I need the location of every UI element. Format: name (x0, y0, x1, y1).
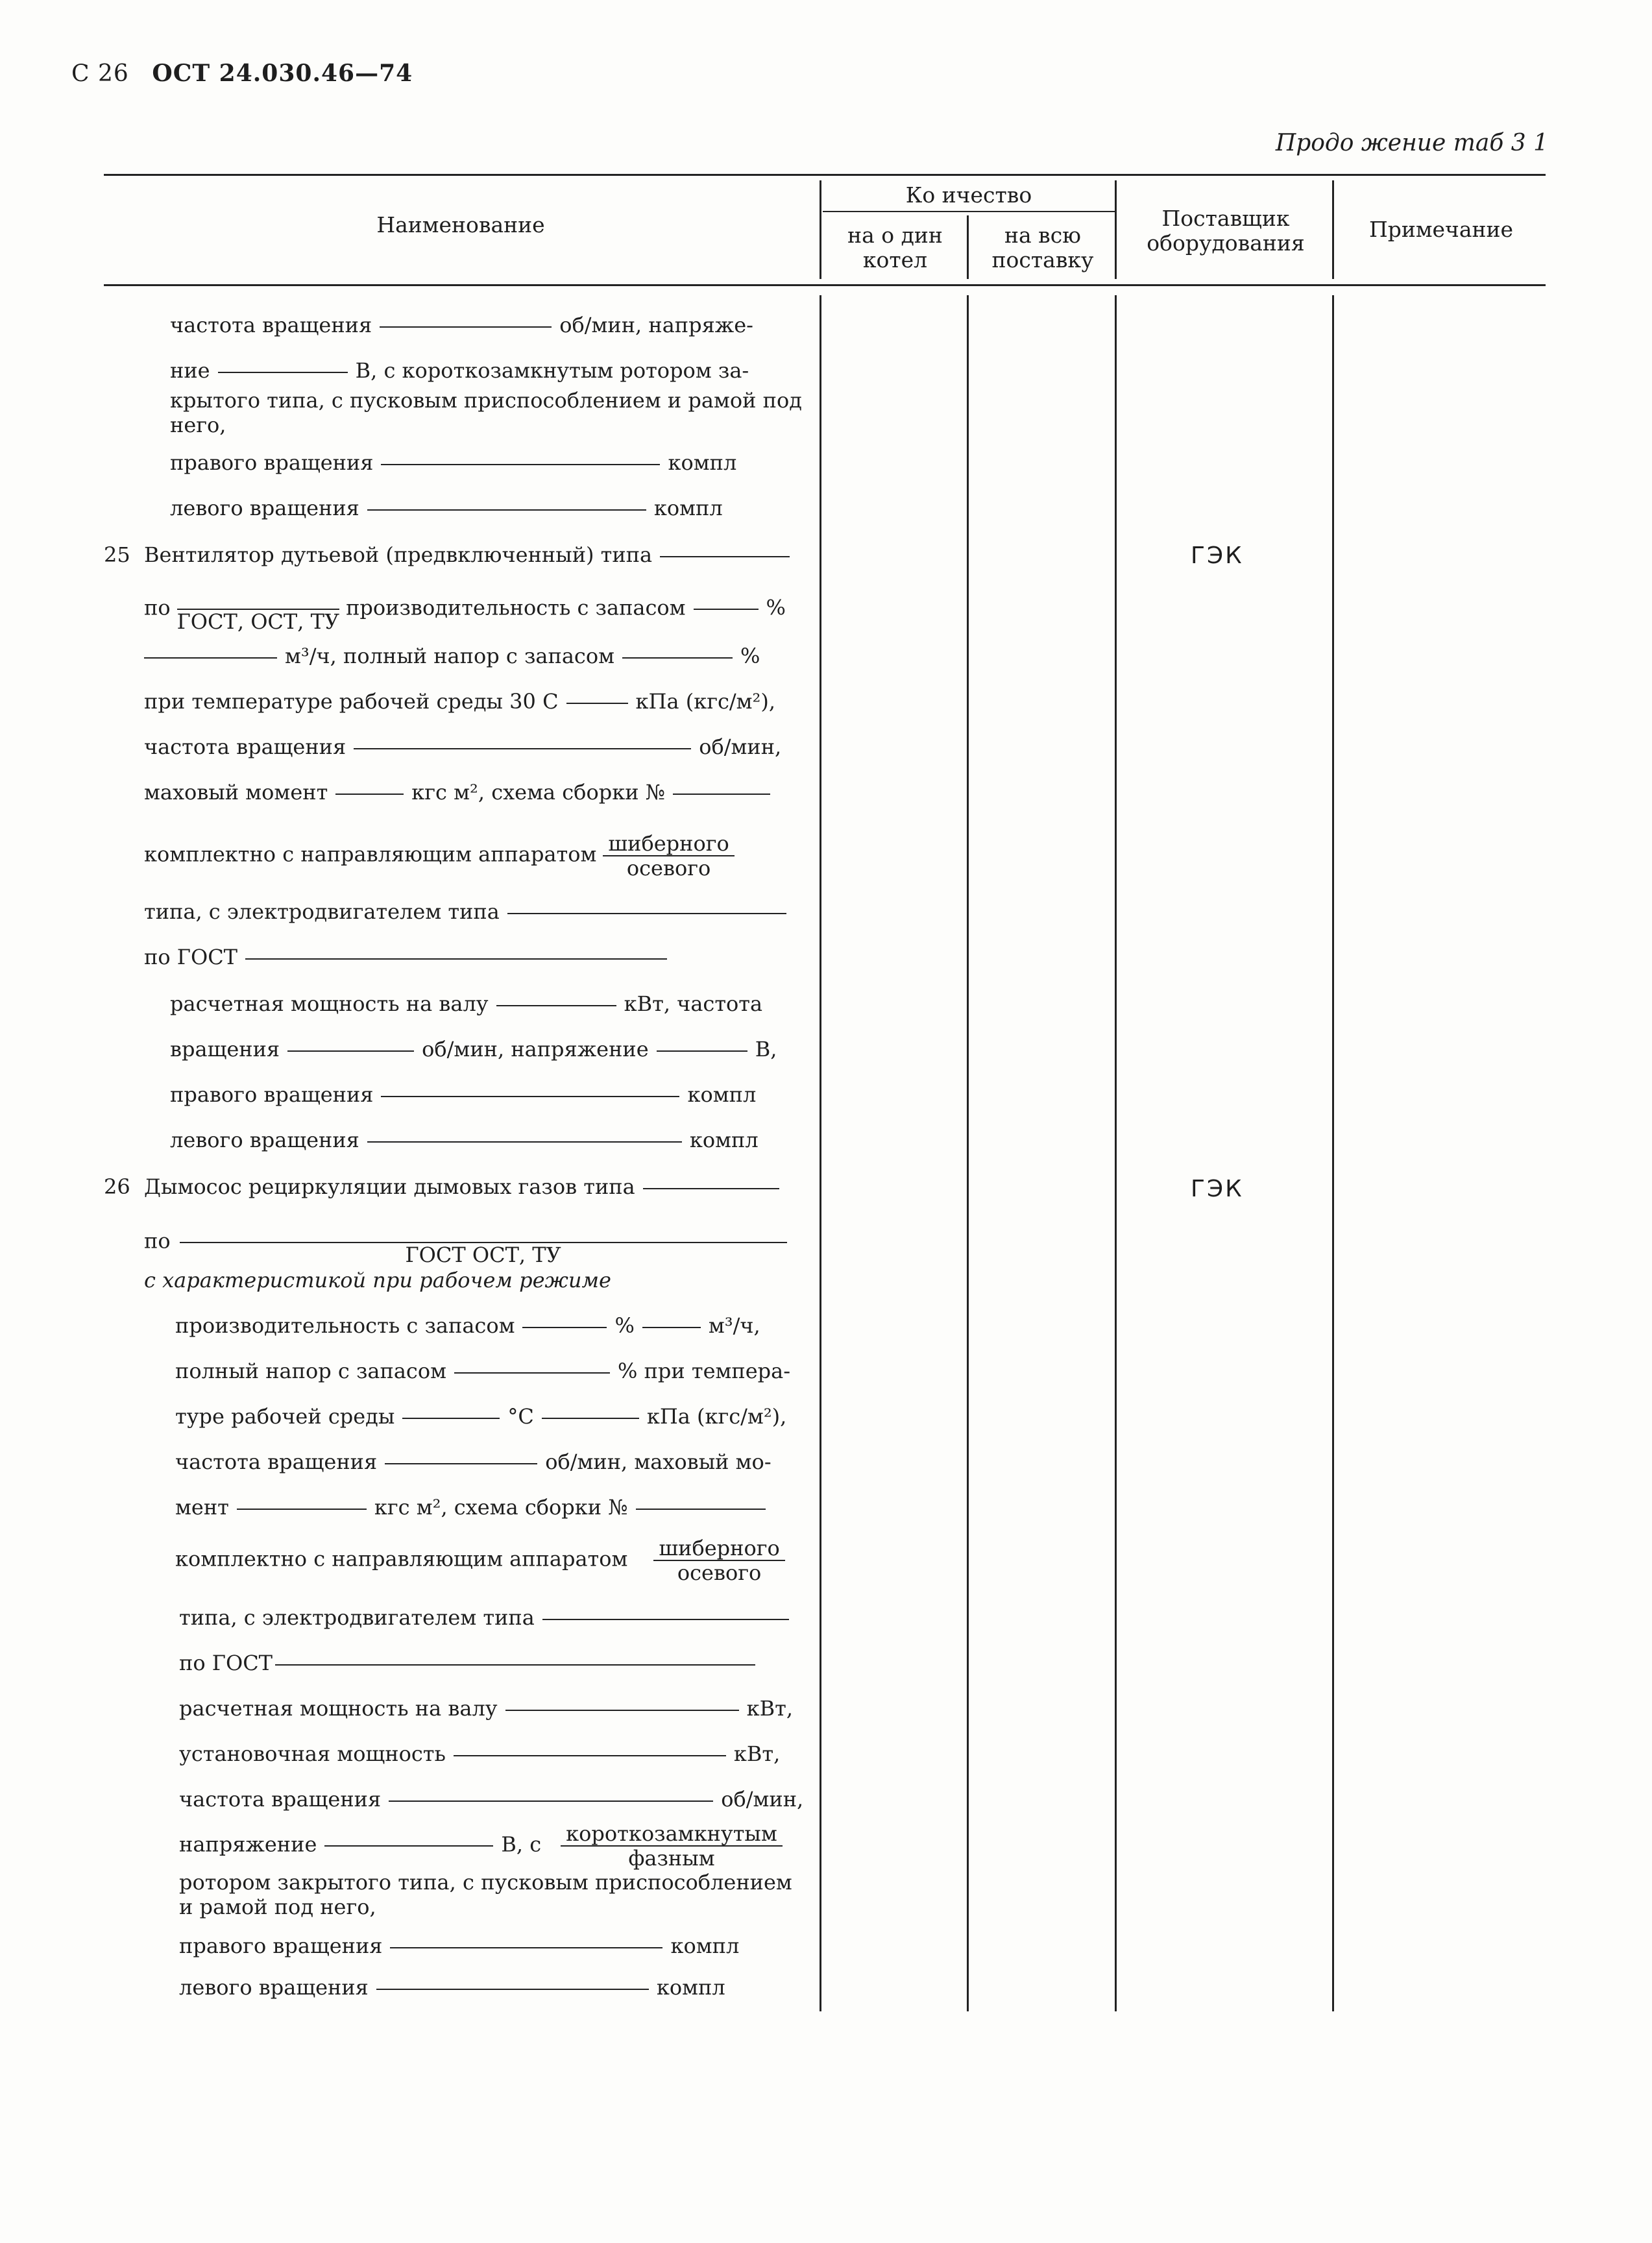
text-line: Дымосос рециркуляции дымовых газов типа (144, 1174, 787, 1199)
text-line: расчетная мощность на валу кВт, частота (170, 991, 763, 1016)
text-line: комплектно с направляющим аппаратом $\frac{\text{шиберного}}{\text{осевого}}$ (144, 832, 741, 880)
fill-in-blank (507, 913, 786, 914)
text-line: вращения об/мин, напряжение В, (170, 1037, 777, 1061)
fill-in-blank (542, 1418, 639, 1419)
text-line: напряжение В, с $\frac{\text{короткозамкнутым}}{\text{фазным}}$ (179, 1822, 789, 1870)
fill-in-blank (566, 703, 628, 704)
fill-in-blank (496, 1005, 616, 1006)
fill-in-blank (376, 1989, 649, 1990)
text-line: крытого типа, с пусковым приспособлением и рамой под него, (170, 388, 802, 437)
fill-in-blank (324, 1845, 493, 1847)
col-divider-3 (1115, 295, 1117, 2011)
page-number: С 26 (71, 60, 129, 87)
header-note: Примечание (1368, 217, 1514, 242)
text-line: полный напор с запасом % при темпера- (175, 1359, 791, 1383)
fill-in-blank (542, 1619, 789, 1620)
fill-in-blank (522, 1327, 607, 1328)
col-divider-1 (820, 295, 821, 2011)
fill-in-blank (694, 609, 759, 610)
text-line: частота вращения об/мин, (179, 1787, 804, 1812)
col-divider-3-head (1115, 180, 1117, 279)
col-divider-4-head (1332, 180, 1334, 279)
text-line: типа, с электродвигателем типа (179, 1605, 797, 1630)
fill-in-blank (454, 1372, 610, 1374)
text-line: ротором закрытого типа, с пусковым приспособлением и рамой под него, (179, 1870, 792, 1919)
fill-in-blank (380, 326, 552, 328)
text-line: частота вращения об/мин, (144, 734, 782, 759)
fill-in-blank (643, 1188, 779, 1189)
text-line: правого вращения компл (170, 1082, 757, 1107)
fill-in-blank (673, 794, 770, 795)
text-line: по ГОСТ (144, 945, 675, 969)
quantity-header-rule (823, 211, 1115, 212)
text-line: установочная мощность кВт, (179, 1741, 781, 1766)
col-divider-1-head (820, 180, 821, 279)
text-line: левого вращения компл (179, 1975, 725, 2000)
fill-in-blank (144, 657, 277, 659)
fill-in-blank (275, 1664, 755, 1666)
fill-in-blank (385, 1463, 537, 1464)
supplier-row-26: ГЭК (1191, 1176, 1244, 1202)
text-line: расчетная мощность на валу кВт, (179, 1696, 793, 1721)
table-continuation-label: Продо жение таб 3 1 (1275, 130, 1548, 156)
fill-in-blank (381, 464, 660, 465)
header-quantity-per-boiler: на о дин котел (847, 223, 943, 273)
fraction: $\frac{\text{короткозамкнутым}}{\text{фазным}}$ (561, 1822, 783, 1870)
fill-in-blank (660, 556, 790, 557)
fill-in-blank (402, 1418, 500, 1419)
fraction: ГОСТ, ОСТ, ТУ (177, 585, 339, 633)
text-line: м³/ч, полный напор с запасом % (144, 644, 760, 668)
fill-in-blank (505, 1710, 739, 1711)
fill-in-blank (642, 1327, 701, 1328)
fill-in-blank (390, 1947, 662, 1948)
fill-in-blank (636, 1509, 766, 1510)
text-line: Вентилятор дутьевой (предвключенный) типа (144, 542, 797, 567)
header-quantity: Ко ичество (905, 182, 1032, 208)
text-line: частота вращения об/мин, напряже- (170, 313, 753, 337)
text-line: левого вращения компл (170, 496, 723, 520)
text-line: левого вращения компл (170, 1128, 759, 1152)
text-line: ние В, с короткозамкнутым ротором за- (170, 358, 749, 383)
row-number: 26 (104, 1174, 130, 1199)
fill-in-blank (367, 1141, 682, 1143)
fraction: ГОСТ ОСТ, ТУ (180, 1218, 787, 1267)
fraction: $\frac{\text{шиберного}}{\text{осевого}}$ (603, 832, 734, 880)
text-line: мент кгс м², схема сборки № (175, 1495, 773, 1520)
fill-in-blank (354, 748, 691, 749)
fill-in-blank (657, 1050, 747, 1052)
text-line: комплектно с направляющим аппаратом $\frac{\text{шиберного}}{\text{осевого}}$ (175, 1536, 792, 1584)
text-line: правого вращения компл (170, 450, 737, 475)
fill-in-blank (381, 1096, 679, 1097)
fraction: $\frac{\text{шиберного}}{\text{осевого}}$ (653, 1536, 784, 1584)
header-supplier: Поставщик оборудования (1147, 206, 1305, 256)
text-line: производительность с запасом % м³/ч, (175, 1313, 760, 1338)
supplier-row-25: ГЭК (1191, 542, 1244, 569)
header-name: Наименование (376, 212, 545, 237)
text-line: типа, с электродвигателем типа (144, 899, 794, 924)
col-divider-2-head (967, 215, 969, 279)
text-line: с характеристикой при рабочем режиме (144, 1268, 611, 1292)
text-line: частота вращения об/мин, маховый мо- (175, 1449, 771, 1474)
row-number: 25 (104, 542, 130, 567)
fill-in-blank (218, 372, 348, 373)
col-divider-4 (1332, 295, 1334, 2011)
fill-in-blank (367, 509, 646, 511)
fill-in-blank (389, 1800, 713, 1802)
name-column (0, 0, 818, 2243)
text-line: по ГОСТ ОСТ, ТУ (144, 1218, 794, 1267)
fill-in-blank (237, 1509, 367, 1510)
text-line: при температуре рабочей среды 30 С кПа (кгс/м²), (144, 689, 776, 714)
standard-code: ОСТ 24.030.46—74 (152, 60, 413, 87)
fill-in-blank (335, 794, 404, 795)
fill-in-blank (287, 1050, 414, 1052)
text-line: по ГОСТ, ОСТ, ТУ производительность с запасом % (144, 585, 786, 633)
fill-in-blank (454, 1755, 726, 1756)
text-line: маховый момент кгс м², схема сборки № (144, 780, 778, 805)
text-line: туре рабочей среды °С кПа (кгс/м²), (175, 1404, 787, 1429)
col-divider-2 (967, 295, 969, 2011)
header-quantity-total: на всю поставку (991, 223, 1094, 273)
fill-in-blank (245, 958, 667, 960)
text-line: правого вращения компл (179, 1934, 740, 1958)
fill-in-blank (622, 657, 733, 659)
text-line: по ГОСТ (179, 1651, 763, 1675)
